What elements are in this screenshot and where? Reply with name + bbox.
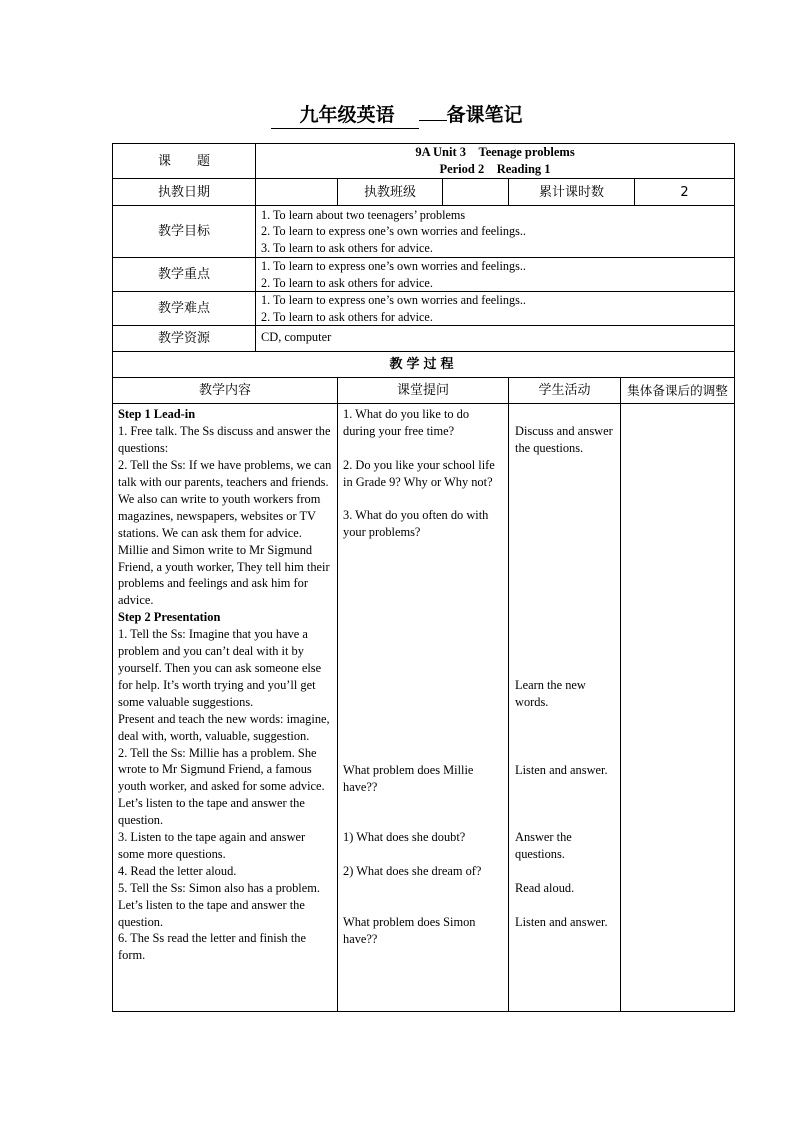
key-points-list <box>256 258 735 292</box>
content-item: 4. Read the letter aloud. <box>118 863 237 878</box>
resources-value: CD, computer <box>256 326 735 352</box>
key-points-label: 教学重点 <box>113 258 256 292</box>
col-questions-header: 课堂提问 <box>338 378 509 404</box>
question-item: What problem does Millie have?? <box>343 763 474 795</box>
date-label: 执教日期 <box>113 179 256 206</box>
questions-cell <box>338 404 509 1012</box>
title-underline <box>419 119 447 121</box>
topic-label: 课 题 <box>113 144 256 179</box>
activities-cell <box>509 404 621 1012</box>
content-item: 2. Tell the Ss: If we have problems, we can talk with our parents, teachers and friends. We also can write to youth workers from magazines, newspapers, websites or TV stations. We can ask them for advice. Millie and Simon write to Mr Sigmund Friend, a youth worker, They tell him their problems and feelings and ask him for advice. <box>118 458 332 608</box>
lesson-plan-table <box>112 143 735 1012</box>
difficulty-item: 1. To learn to express one’s own worries and feelings.. <box>261 293 526 308</box>
question-item: 1) What does she doubt? <box>343 830 466 845</box>
key-points-row <box>113 258 735 292</box>
difficulty-item: 2. To learn to ask others for advice. <box>261 309 433 324</box>
title-subject: 九年级英语 <box>271 100 418 129</box>
activity-item: Learn the new words. <box>515 678 586 710</box>
date-value <box>256 179 338 206</box>
activity-item: Answer the questions. <box>515 830 572 862</box>
process-heading-row <box>113 352 735 378</box>
col-content-header: 教学内容 <box>113 378 338 404</box>
topic-line-1: 9A Unit 3 Teenage problems <box>415 145 575 159</box>
resources-row <box>113 326 735 352</box>
goal-item: 1. To learn about two teenagers’ problems <box>261 207 466 222</box>
process-heading: 教学过程 <box>113 352 735 378</box>
count-label: 累计课时数 <box>509 179 635 206</box>
difficulties-list <box>256 292 735 326</box>
key-point-item: 2. To learn to ask others for advice. <box>261 275 433 290</box>
goal-item: 2. To learn to express one’s own worries and feelings.. <box>261 224 526 239</box>
activity-item: Read aloud. <box>515 881 575 896</box>
activity-item: Listen and answer. <box>515 763 608 778</box>
title-suffix: 备课笔记 <box>446 104 523 126</box>
class-value <box>443 179 509 206</box>
content-item: 1. Tell the Ss: Imagine that you have a problem and you can’t deal with it by yourself. Then you can ask someone else for help. It’s worth trying and you’ll get some valuable suggestions. <box>118 627 322 709</box>
goals-list <box>256 206 735 258</box>
process-columns-row <box>113 378 735 404</box>
col-activities-header: 学生活动 <box>509 378 621 404</box>
activity-item: Discuss and answer the questions. <box>515 424 613 456</box>
content-item: 5. Tell the Ss: Simon also has a problem. Let’s listen to the tape and answer the question. <box>118 880 320 929</box>
goals-label: 教学目标 <box>113 206 256 258</box>
key-point-item: 1. To learn to express one’s own worries and feelings.. <box>261 259 526 273</box>
content-item: 6. The Ss read the letter and finish the form. <box>118 931 306 963</box>
question-item: 2. Do you like your school life in Grade 9? Why or Why not? <box>343 458 495 490</box>
class-label: 执教班级 <box>338 179 443 206</box>
page-title <box>0 100 794 129</box>
col-adjust-header: 集体备课后的调整 <box>621 378 735 404</box>
count-value: 2 <box>635 179 735 206</box>
content-item: 3. Listen to the tape again and answer some more questions. <box>118 830 306 861</box>
difficulties-label: 教学难点 <box>113 292 256 326</box>
question-item: What problem does Simon have?? <box>343 915 476 947</box>
goals-row <box>113 206 735 258</box>
step1-title: Step 1 Lead-in <box>118 407 196 422</box>
topic-line-2: Period 2 Reading 1 <box>439 162 551 176</box>
activity-item: Listen and answer. <box>515 915 608 930</box>
question-item: 1. What do you like to do during your free time? <box>343 407 470 439</box>
difficulties-row <box>113 292 735 326</box>
process-body-row <box>113 404 735 1012</box>
content-item: Present and teach the new words: imagine, deal with, worth, valuable, suggestion. <box>118 711 330 743</box>
question-item: 3. What do you often do with your problems? <box>343 508 489 540</box>
adjust-cell <box>621 404 735 1012</box>
goal-item: 3. To learn to ask others for advice. <box>261 240 433 255</box>
resources-label: 教学资源 <box>113 326 256 352</box>
question-item: 2) What does she dream of? <box>343 864 482 879</box>
content-cell <box>113 404 338 1012</box>
topic-value <box>256 144 735 179</box>
content-item: 1. Free talk. The Ss discuss and answer the questions: <box>118 424 331 456</box>
content-item: 2. Tell the Ss: Millie has a problem. She wrote to Mr Sigmund Friend, a famous youth worker, and asked for some advice. Let’s listen to the tape and answer the question. <box>118 745 325 828</box>
date-row <box>113 179 735 206</box>
step2-title: Step 2 Presentation <box>118 610 221 625</box>
topic-row <box>113 144 735 179</box>
